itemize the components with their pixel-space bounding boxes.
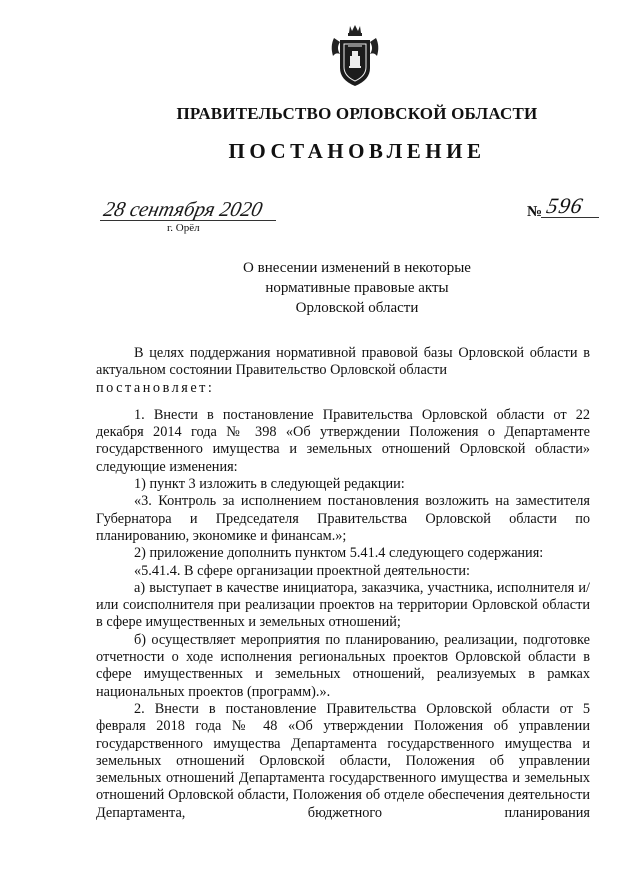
subject-line: Орловской области: [295, 300, 419, 316]
number-label: №: [527, 204, 543, 220]
paragraph-gap: [96, 397, 590, 407]
subject-line: О внесении изменений в некоторые: [243, 260, 471, 276]
number-underline: [541, 217, 599, 218]
body-paragraph: 1. Внести в постановление Правительства Орловской области от 22 декабря 2014 года № 398 «Об утверждении Положения о Департаменте государственного имущества и земельных отношений Орловской области» следующие изменения:: [96, 406, 590, 475]
body-paragraph: б) осуществляет мероприятия по планированию, реализации, подготовке отчетности о ходе исполнения региональных проектов Орловской области в сфере имущественных и земельных отношений, реализуемых в рамках национальных проектов (программ).».: [96, 631, 590, 700]
body-paragraph: а) выступает в качестве инициатора, заказчика, участника, исполнителя и/или соисполнителя при реализации проектов на территории Орловской области в сфере имущественных и земельных отношений;: [96, 579, 590, 631]
body-paragraph: 1) пункт 3 изложить в следующей редакции:: [134, 476, 405, 493]
document-type: ПОСТАНОВЛЕНИЕ: [228, 139, 486, 163]
preamble-paragraph: В целях поддержания нормативной правовой базы Орловской области в актуальном состоянии Правительство Орловской области: [96, 345, 590, 379]
body-paragraph: 2) приложение дополнить пунктом 5.41.4 следующего содержания:: [134, 545, 544, 562]
document-number: 596: [544, 193, 586, 218]
document-city: г. Орёл: [167, 222, 200, 234]
subject-line: нормативные правовые акты: [265, 280, 449, 296]
document-date: 28 сентября 2020: [101, 197, 265, 221]
government-title: ПРАВИТЕЛЬСТВО ОРЛОВСКОЙ ОБЛАСТИ: [176, 104, 538, 123]
coat-of-arms-icon: [328, 22, 382, 88]
body-paragraph: «5.41.4. В сфере организации проектной деятельности:: [134, 562, 470, 579]
body-paragraph: «3. Контроль за исполнением постановления возложить на заместителя Губернатора и Председателя Правительства Орловской области по планированию, экономике и финансам.»;: [96, 493, 590, 544]
body-paragraph: 2. Внести в постановление Правительства Орловской области от 5 февраля 2018 года № 48 «Об утверждении Положения об управлении государственного имущества Департамента государственного имущества и земельных отношений Орловской области, Положения об управлении земельных отношений Департамента государственного имущества и земельных отношений Орловской области, Положения об отделе обеспечения деятельности Департамента, бюджетного планирования: [96, 700, 590, 821]
document-subject: [0, 258, 640, 318]
preamble-verb: постановляет:: [96, 379, 215, 396]
date-underline: [100, 220, 276, 221]
document-body: [96, 345, 590, 822]
